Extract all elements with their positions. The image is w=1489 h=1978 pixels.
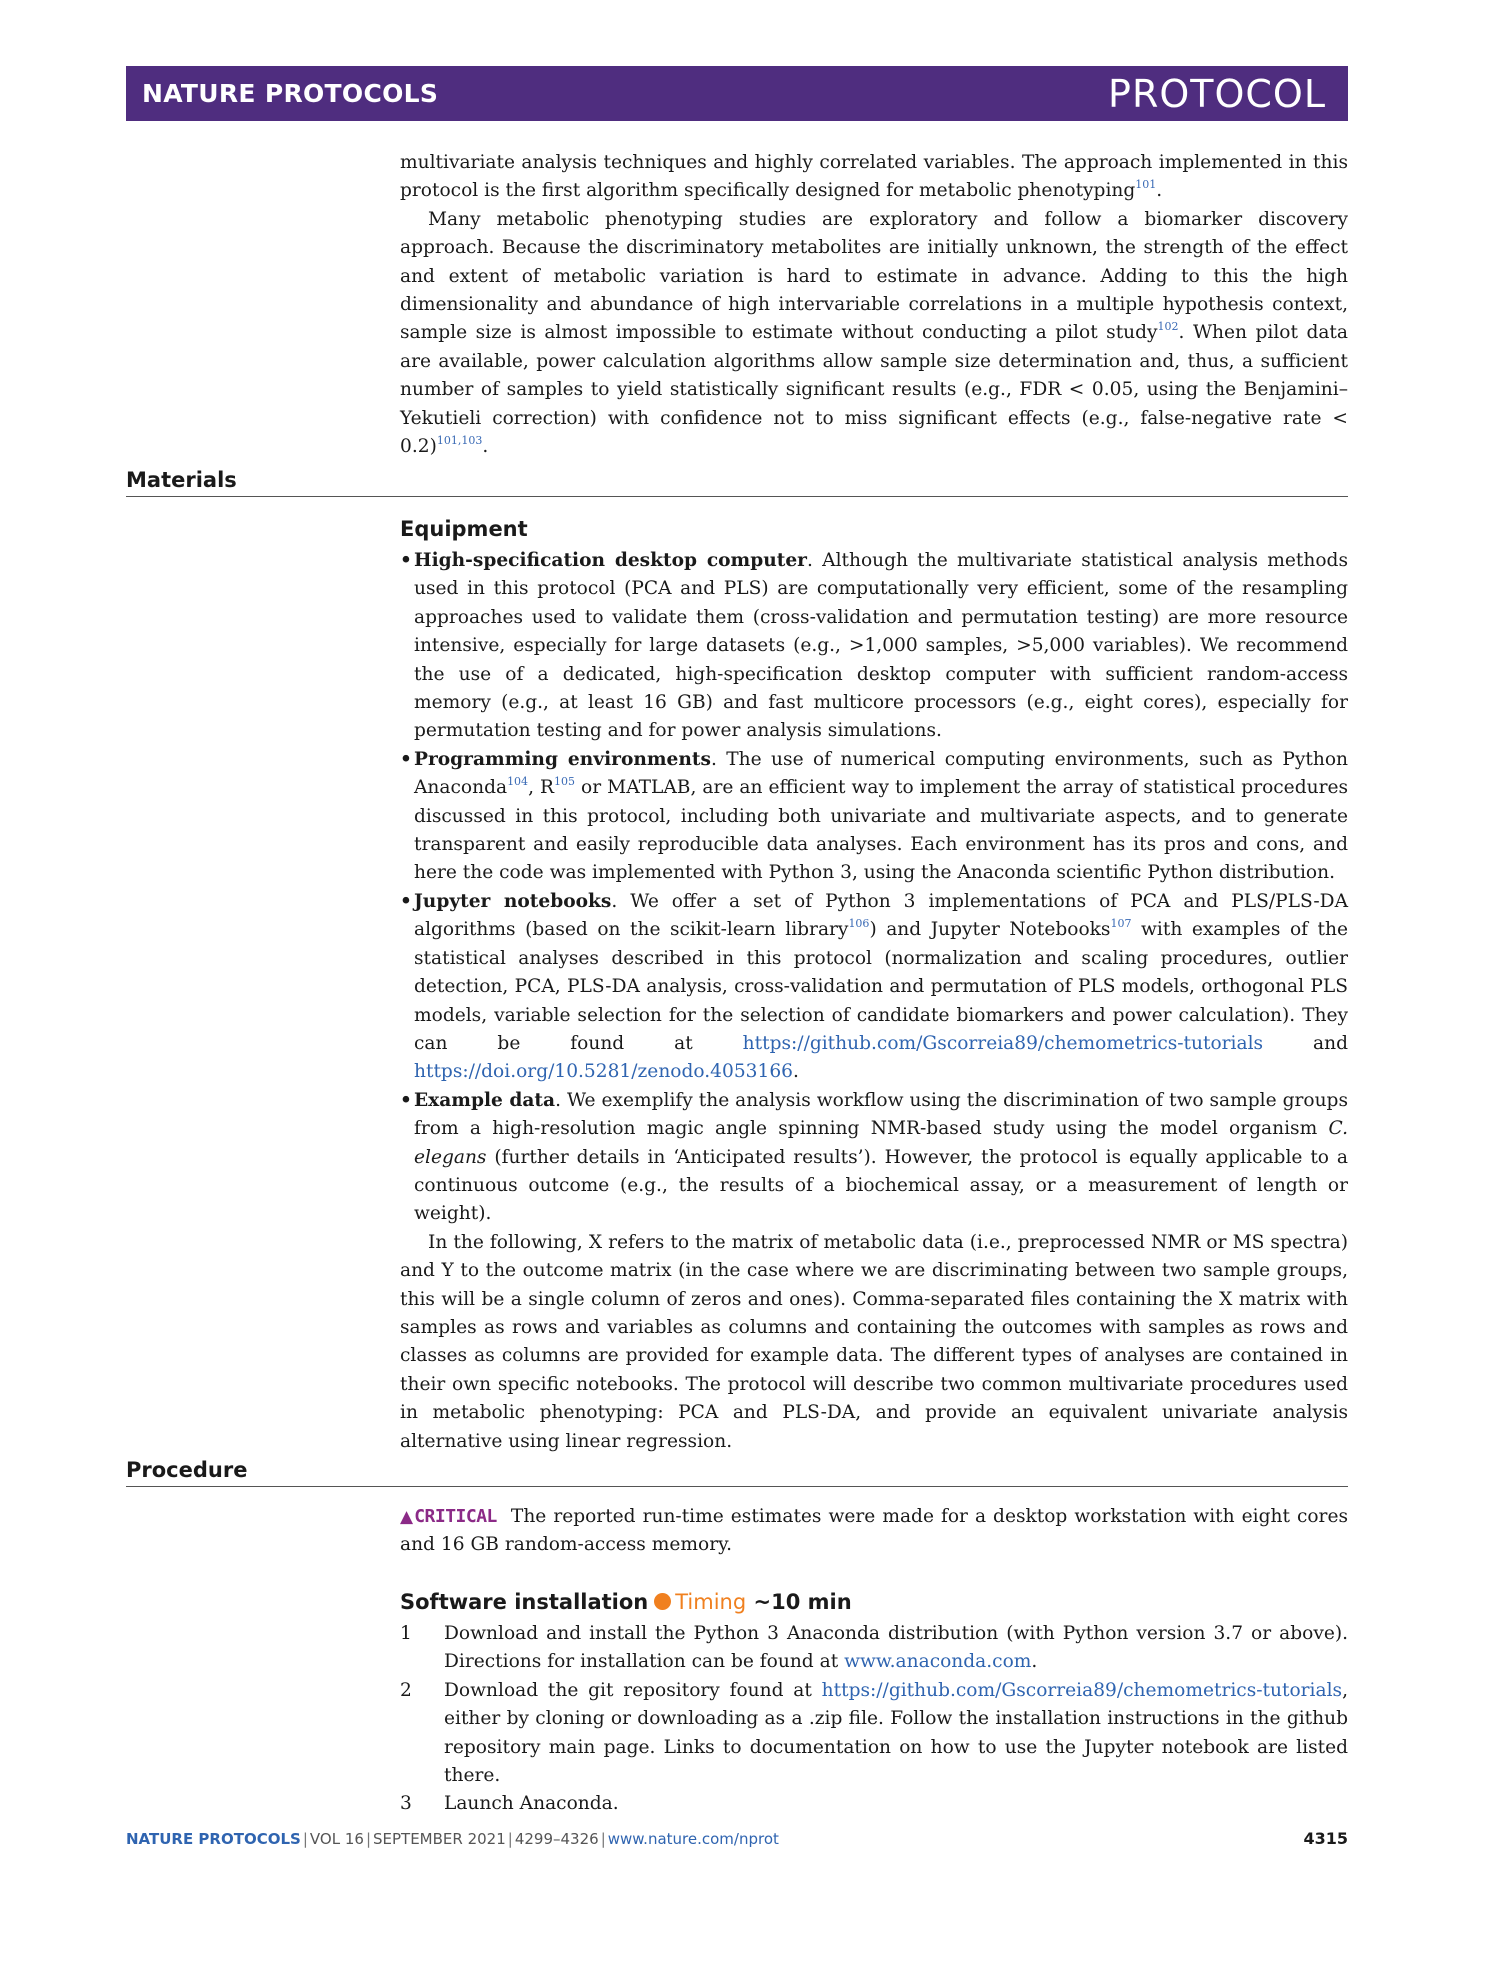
- critical-label: CRITICAL: [414, 1506, 497, 1527]
- intro-paragraph-1: multivariate analysis techniques and highly correlated variables. The approach implemented in this protocol is the first algorithm specifically designed for metabolic phenotyping$^{101}$.: [400, 152, 1348, 202]
- github-link[interactable]: https://github.com/Gscorreia89/chemometrics-tutorials: [742, 1032, 1264, 1054]
- list-item: • Jupyter notebooks. We offer a set of Python 3 implementations of PCA and PLS/PLS-DA algorithms (based on the scikit-learn library$^{106}$) and Jupyter Notebooks$^{107}$ with examples of the statistical analyses described in this protocol (normalization and scaling procedures, outlier detection, PCA, PLS-DA analysis, cross-validation and permutation of PLS models, orthogonal PLS models, variable selection for the selection of candidate biomarkers and power calculation). They can be found at https://github.com/Gscorreia89/chemometrics-tutorials and https://doi.org/10.5281/zenodo.4053166.: [400, 890, 1349, 1083]
- article-type: PROTOCOL: [1108, 71, 1326, 116]
- reference-link[interactable]: 106: [848, 917, 870, 931]
- journal-name: NATURE PROTOCOLS: [142, 79, 439, 108]
- materials-text: [400, 547, 1348, 1456]
- reference-link[interactable]: 101,103: [436, 434, 483, 448]
- list-item: 3 Launch Anaconda.: [400, 1793, 619, 1815]
- list-item: • Example data. We exemplify the analysis workflow using the discrimination of two sample groups from a high-resolution magic angle spinning NMR-based study using the model organism C. elegans (further details in ‘Anticipated results’). However, the protocol is equally applicable to a continuous outcome (e.g., the results of a biochemical assay, or a measurement of length or weight).: [400, 1089, 1348, 1225]
- list-item: 2 Download the git repository found at https://github.com/Gscorreia89/chemometrics-tutorials, either by cloning or downloading as a .zip file. Follow the installation instructions in the github repository main page. Links to documentation on how to use the Jupyter notebook are listed there.: [400, 1679, 1348, 1787]
- section-heading-procedure: Procedure: [126, 1458, 1348, 1487]
- equipment-heading: Equipment: [400, 517, 528, 541]
- reference-link[interactable]: 107: [1110, 917, 1132, 931]
- footer-citation: NATURE PROTOCOLS | VOL 16 | SEPTEMBER 2021 | 4299–4326 | www.nature.com/nprot: [126, 1829, 779, 1848]
- timing-label: Timing: [675, 1590, 747, 1614]
- github-link[interactable]: https://github.com/Gscorreia89/chemometrics-tutorials: [821, 1679, 1343, 1701]
- timing-value: ~10 min: [753, 1590, 852, 1614]
- intro-text: [400, 149, 1348, 461]
- steps-list: [400, 1620, 1348, 1819]
- zenodo-link[interactable]: https://doi.org/10.5281/zenodo.4053166: [414, 1061, 793, 1083]
- timing-dot-icon: [654, 1593, 671, 1610]
- intro-paragraph-2: Many metabolic phenotyping studies are exploratory and follow a biomarker discovery approach. Because the discriminatory metabolites are initially unknown, the strength of the effect and extent of metabolic variation is hard to estimate in advance. Adding to this the high dimensionality and abundance of high intervariable correlations in a multiple hypothesis context, sample size is almost impossible to estimate without conducting a pilot study$^{102}$. When pilot data are available, power calculation algorithms allow sample size determination and, thus, a sufficient number of samples to yield statistically significant results (e.g., FDR < 0.05, using the Benjamini–Yekutieli correction) with confidence not to miss significant effects (e.g., false-negative rate < 0.2)$^{101,103}$.: [400, 208, 1348, 458]
- footer-date: SEPTEMBER 2021: [373, 1829, 506, 1848]
- reference-link[interactable]: 101: [1135, 178, 1157, 192]
- critical-triangle-icon: ▲: [400, 1507, 415, 1527]
- critical-note: ▲CRITICAL The reported run-time estimates were made for a desktop workstation with eight cores and 16 GB random-access memory.: [400, 1506, 1348, 1556]
- software-installation-heading: Software installation Timing ~10 min: [400, 1590, 852, 1614]
- page-number: 4315: [1303, 1829, 1348, 1848]
- list-item: 1 Download and install the Python 3 Anaconda distribution (with Python version 3.7 or above). Directions for installation can be found at www.anaconda.com.: [400, 1623, 1348, 1673]
- reference-link[interactable]: 102: [1157, 320, 1179, 334]
- equipment-list: [400, 547, 1348, 1229]
- materials-closing-paragraph: In the following, X refers to the matrix of metabolic data (i.e., preprocessed NMR or MS spectra) and Y to the outcome matrix (in the case where we are discriminating between two sample groups, this will be a single column of zeros and ones). Comma-separated files containing the X matrix with samples as rows and variables as columns and containing the outcomes with samples as rows and classes as columns are provided for example data. The different types of analyses are contained in their own specific notebooks. The protocol will describe two common multivariate procedures used in metabolic phenotyping: PCA and PLS-DA, and provide an equivalent univariate analysis alternative using linear regression.: [400, 1231, 1348, 1452]
- reference-link[interactable]: 105: [554, 775, 576, 789]
- footer-url-link[interactable]: www.nature.com/nprot: [607, 1829, 779, 1848]
- anaconda-link[interactable]: www.anaconda.com: [844, 1651, 1032, 1673]
- footer-journal: NATURE PROTOCOLS: [126, 1829, 301, 1848]
- journal-banner: [126, 66, 1348, 121]
- page-footer: [126, 1829, 1348, 1848]
- section-heading-materials: Materials: [126, 468, 1348, 497]
- reference-link[interactable]: 104: [507, 775, 529, 789]
- footer-pages: 4299–4326: [514, 1829, 599, 1848]
- footer-volume: VOL 16: [309, 1829, 364, 1848]
- list-item: • High-specification desktop computer. Although the multivariate statistical analysis methods used in this protocol (PCA and PLS) are computationally very efficient, some of the resampling approaches used to validate them (cross-validation and permutation testing) are more resource intensive, especially for large datasets (e.g., >1,000 samples, >5,000 variables). We recommend the use of a dedicated, high-specification desktop computer with sufficient random-access memory (e.g., at least 16 GB) and fast multicore processors (e.g., eight cores), especially for permutation testing and for power analysis simulations.: [400, 550, 1348, 742]
- procedure-steps: [400, 1620, 1348, 1819]
- list-item: • Programming environments. The use of numerical computing environments, such as Python Anaconda$^{104}$, $R^{105}$ or MATLAB, are an efficient way to implement the array of statistical procedures discussed in this protocol, including both univariate and multivariate aspects, and to generate transparent and easily reproducible data analyses. Each environment has its pros and cons, and here the code was implemented with Python 3, using the Anaconda scientific Python distribution.: [400, 748, 1348, 884]
